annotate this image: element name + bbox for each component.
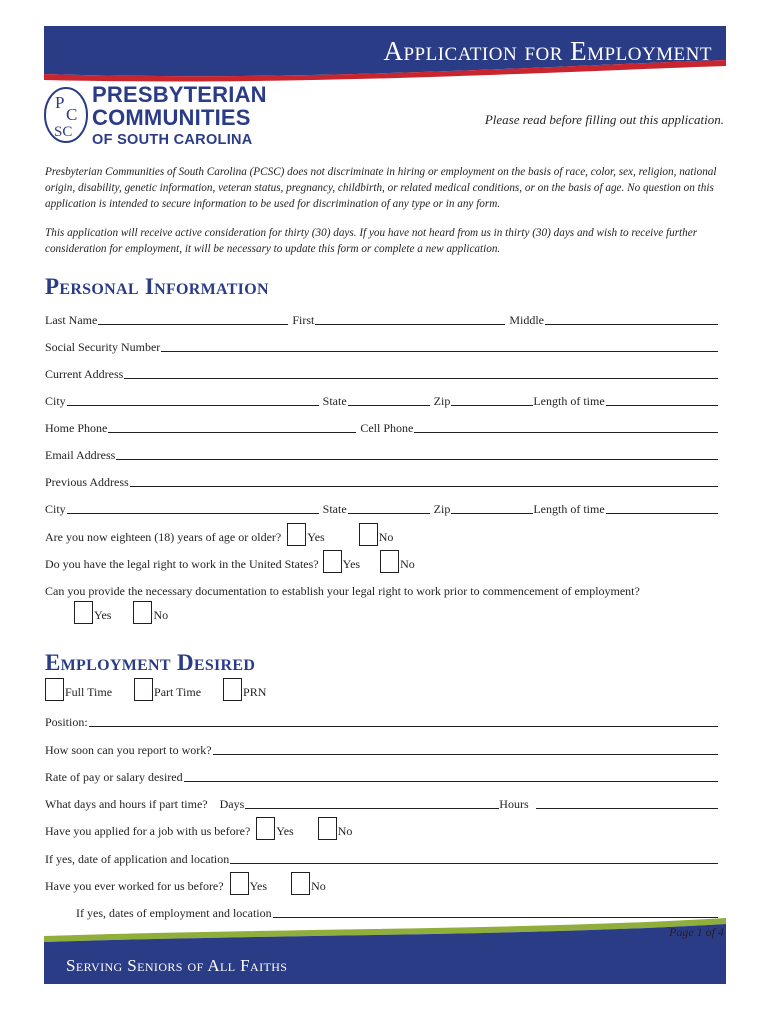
previous-address-row: Previous Address: [45, 472, 718, 490]
full-time-checkbox[interactable]: [45, 678, 64, 701]
pcsc-logo: [40, 84, 280, 148]
previous-state-field[interactable]: [348, 501, 430, 514]
report-date-field[interactable]: [213, 742, 718, 755]
name-row: Last Name First Middle: [45, 310, 718, 328]
city-row-2: City State Zip Length of time: [45, 499, 718, 517]
middle-name-field[interactable]: [545, 312, 718, 325]
zip-field[interactable]: [451, 393, 533, 406]
ssn-row: Social Security Number: [45, 337, 718, 355]
report-row: How soon can you report to work?: [45, 740, 718, 758]
last-name-field[interactable]: [98, 312, 288, 325]
application-date-row: If yes, date of application and location: [45, 849, 718, 867]
pcsc-monogram: [42, 86, 90, 144]
employment-dates-row: If yes, dates of employment and location: [76, 903, 718, 921]
age-question-row: Are you now eighteen (18) years of age or older? Yes No: [45, 524, 718, 546]
logo-line-1: PRESBYTERIAN: [92, 82, 267, 107]
previous-length-of-time-field[interactable]: [606, 501, 718, 514]
legal-right-row: Do you have the legal right to work in the United States? Yes No: [45, 551, 718, 573]
position-field[interactable]: [89, 714, 718, 727]
documentation-no-checkbox[interactable]: [133, 601, 152, 624]
applied-yes-checkbox[interactable]: [256, 817, 275, 840]
applied-before-row: Have you applied for a job with us before? Yes No: [45, 818, 718, 840]
current-address-row: Current Address: [45, 364, 718, 382]
page-number: Page 1 of 4: [669, 925, 724, 939]
age-no-checkbox[interactable]: [359, 523, 378, 546]
logo-line-2: COMMUNITIES: [92, 105, 251, 130]
previous-zip-field[interactable]: [451, 501, 533, 514]
worked-yes-checkbox[interactable]: [230, 872, 249, 895]
logo-line-3: OF SOUTH CAROLINA: [92, 132, 253, 148]
age-yes-checkbox[interactable]: [287, 523, 306, 546]
phone-row: Home Phone Cell Phone: [45, 418, 718, 436]
rate-of-pay-field[interactable]: [184, 769, 718, 782]
employment-type-row: Full Time Part Time PRN: [45, 679, 718, 701]
position-row: Position:: [45, 712, 718, 730]
documentation-question-row: Can you provide the necessary documentation to establish your legal right to work prior to commencement of employment?: [45, 584, 640, 598]
rate-row: Rate of pay or salary desired: [45, 767, 718, 785]
read-notice: Please read before filling out this application.: [484, 112, 724, 127]
svg-text:C: C: [66, 105, 78, 124]
city-row-1: City State Zip Length of time: [45, 391, 718, 409]
part-time-checkbox[interactable]: [134, 678, 153, 701]
previous-city-field[interactable]: [67, 501, 319, 514]
length-of-time-field[interactable]: [606, 393, 718, 406]
worked-no-checkbox[interactable]: [291, 872, 310, 895]
employment-desired-heading: Employment Desired: [45, 650, 256, 675]
home-phone-field[interactable]: [108, 420, 356, 433]
application-date-location-field[interactable]: [230, 851, 718, 864]
footer-tagline: Serving Seniors of All Faiths: [66, 956, 288, 975]
current-address-field[interactable]: [124, 366, 718, 379]
nondiscrimination-paragraph: Presbyterian Communities of South Carolina (PCSC) does not discriminate in hiring or employment on the basis of race, color, sex, religion, national origin, disability, genetic information, veteran status, pregnancy, childbirth, or related medical conditions, or on the basis of age. No question on this application is intended to secure information to be used for discrimination of any type or in any form.: [45, 166, 717, 210]
previous-address-field[interactable]: [130, 474, 718, 487]
city-field[interactable]: [67, 393, 319, 406]
days-hours-row: What days and hours if part time? Days Hours: [45, 794, 718, 812]
prn-checkbox[interactable]: [223, 678, 242, 701]
days-field[interactable]: [245, 796, 499, 809]
ssn-field[interactable]: [161, 339, 718, 352]
documentation-yes-checkbox[interactable]: [74, 601, 93, 624]
email-field[interactable]: [116, 447, 718, 460]
cell-phone-field[interactable]: [414, 420, 718, 433]
employment-dates-location-field[interactable]: [273, 905, 718, 918]
email-row: Email Address: [45, 445, 718, 463]
personal-info-heading: Personal Information: [45, 274, 269, 299]
legal-right-no-checkbox[interactable]: [380, 550, 399, 573]
first-name-field[interactable]: [315, 312, 505, 325]
consideration-paragraph: This application will receive active consideration for thirty (30) days. If you have not heard from us in thirty (30) days and wish to receive further consideration for employment, it will be necessary to update this form or complete a new application.: [45, 227, 698, 255]
applied-no-checkbox[interactable]: [318, 817, 337, 840]
worked-before-row: Have you ever worked for us before? Yes No: [45, 873, 718, 895]
documentation-options: Yes No: [74, 602, 274, 624]
state-field[interactable]: [348, 393, 430, 406]
hours-field[interactable]: [536, 796, 718, 809]
form-title: Application for Employment: [383, 36, 712, 66]
legal-right-yes-checkbox[interactable]: [323, 550, 342, 573]
svg-text:P: P: [55, 93, 65, 112]
svg-text:SC: SC: [54, 124, 73, 140]
